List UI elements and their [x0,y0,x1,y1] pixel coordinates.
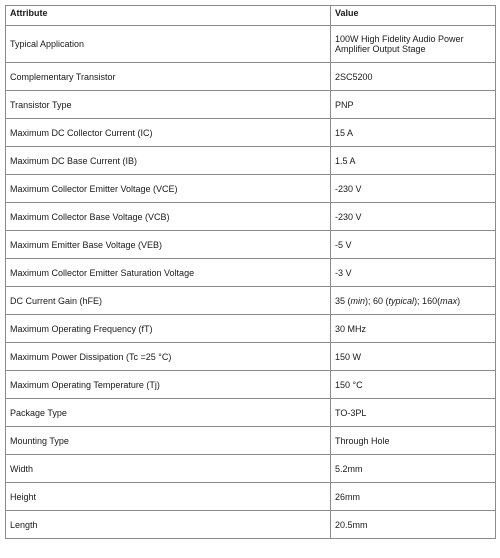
table-row [6,119,496,147]
hfe-text-2: ); 60 ( [365,295,389,306]
value-cell: TO-3PL [331,399,496,427]
hfe-typical-label: typical [388,295,415,306]
value-cell: 150 W [331,343,496,371]
hfe-min-label: min [350,295,366,306]
attribute-cell: Maximum Collector Emitter Saturation Voltage [6,259,331,287]
attribute-cell: Transistor Type [6,91,331,119]
attribute-cell: Package Type [6,399,331,427]
hfe-text-3: ); 160( [414,295,441,306]
value-cell: 20.5mm [331,511,496,539]
attribute-cell: Maximum Power Dissipation (Tc =25 °C) [6,343,331,371]
attribute-cell: Maximum Collector Base Voltage (VCB) [6,203,331,231]
value-column-header: Value [331,6,496,26]
attribute-cell: Maximum DC Collector Current (IC) [6,119,331,147]
table-row [6,26,496,63]
value-cell: 1.5 A [331,147,496,175]
table-row [6,511,496,539]
table-row [6,455,496,483]
table-row [6,147,496,175]
table-row [6,231,496,259]
table-row [6,343,496,371]
value-cell: -230 V [331,175,496,203]
attribute-cell: Mounting Type [6,427,331,455]
attribute-column-header: Attribute [6,6,331,26]
spec-table [5,5,496,539]
hfe-text-4: ) [457,295,461,306]
value-cell: PNP [331,91,496,119]
attribute-cell: Height [6,483,331,511]
table-row [6,315,496,343]
value-cell: 15 A [331,119,496,147]
attribute-cell: DC Current Gain (hFE) [6,287,331,315]
value-cell: 100W High Fidelity Audio Power Amplifier Output Stage [331,26,496,63]
value-cell: -5 V [331,231,496,259]
value-cell: -230 V [331,203,496,231]
value-cell: Through Hole [331,427,496,455]
attribute-cell: Maximum Emitter Base Voltage (VEB) [6,231,331,259]
value-cell-hfe [331,287,496,315]
header-row [6,6,496,26]
hfe-text-1: 35 ( [335,295,351,306]
attribute-cell: Length [6,511,331,539]
value-cell: 30 MHz [331,315,496,343]
table-row [6,399,496,427]
attribute-cell: Maximum Operating Temperature (Tj) [6,371,331,399]
value-cell: -3 V [331,259,496,287]
attribute-cell: Maximum DC Base Current (IB) [6,147,331,175]
table-row [6,371,496,399]
attribute-cell: Maximum Collector Emitter Voltage (VCE) [6,175,331,203]
value-cell: 26mm [331,483,496,511]
value-cell: 150 °C [331,371,496,399]
table-row [6,483,496,511]
attribute-cell: Typical Application [6,26,331,63]
table-row [6,427,496,455]
value-cell: 2SC5200 [331,63,496,91]
attribute-cell: Complementary Transistor [6,63,331,91]
hfe-max-label: max [440,295,458,306]
table-row [6,259,496,287]
table-row [6,63,496,91]
attribute-cell: Width [6,455,331,483]
attribute-cell: Maximum Operating Frequency (fT) [6,315,331,343]
table-row [6,175,496,203]
table-row [6,287,496,315]
table-row [6,91,496,119]
value-cell: 5.2mm [331,455,496,483]
table-row [6,203,496,231]
